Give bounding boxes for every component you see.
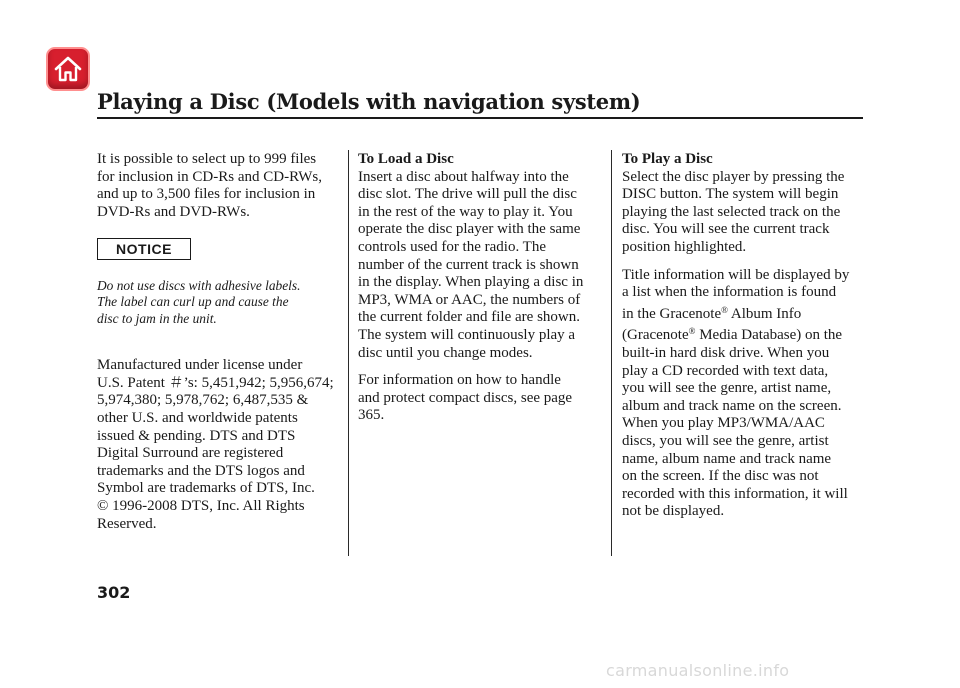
- intro-paragraph: It is possible to select up to 999 files for inclusion in CD-Rs and CD-RWs, and up to 3,500 files for inclusion in DVD-Rs and DVD-RWs.: [97, 151, 322, 220]
- license-paragraph: Manufactured under license under U.S. Patent ＃’s: 5,451,942; 5,956,674; 5,974,380; 5,978,762; 6,487,535 & other U.S. and worldwide patents issued & pending. DTS and DTS Digital Surround are registered trademarks and the DTS logos and Symbol are trademarks of DTS, Inc. © 1996-2008 DTS, Inc. All Rights Reserved.: [97, 357, 334, 532]
- title-info-paragraph: Title information will be displayed by a list when the information is found in the Gracenote® Album Info (Gracenote® Media Database) on the built-in hard disk drive. When you play a CD recorded with text data, you will see the genre, artist name, album and track name on the screen. When you play MP3/WMA/AAC discs, you will see the genre, artist name, album name and track name on the screen. If the disc was not recorded with this information, it will not be displayed.: [622, 266, 850, 520]
- notice-text: Do not use discs with adhesive labels. The label can curl up and cause the disc to jam in the unit.: [97, 277, 301, 326]
- play-disc-paragraph: Select the disc player by pressing the DISC button. The system will begin playing the last selected track on the disc. You will see the current track position highlighted.: [622, 168, 845, 255]
- page-number: 302: [97, 583, 131, 602]
- watermark: carmanualsonline.info: [606, 661, 790, 680]
- column-divider-2: [611, 150, 612, 556]
- home-button[interactable]: [46, 47, 90, 91]
- column-3: [622, 151, 849, 521]
- title-rule: [97, 117, 863, 119]
- notice-badge: NOTICE: [97, 238, 191, 260]
- column-2: [358, 151, 583, 425]
- home-icon: [54, 56, 82, 82]
- column-1: [97, 151, 334, 533]
- page-title: Playing a Disc (Models with navigation system): [97, 89, 641, 114]
- play-disc-heading: To Play a Disc: [622, 151, 713, 167]
- load-disc-heading: To Load a Disc: [358, 151, 454, 167]
- handling-paragraph: For information on how to handle and protect compact discs, see page 365.: [358, 372, 573, 424]
- column-divider-1: [348, 150, 349, 556]
- load-disc-paragraph: Insert a disc about halfway into the disc slot. The drive will pull the disc in the rest of the way to play it. You operate the disc player with the same controls used for the radio. The number of the current track is shown in the display. When playing a disc in MP3, WMA or AAC, the numbers of the current folder and file are shown. The system will continuously play a disc until you change modes.: [358, 168, 584, 361]
